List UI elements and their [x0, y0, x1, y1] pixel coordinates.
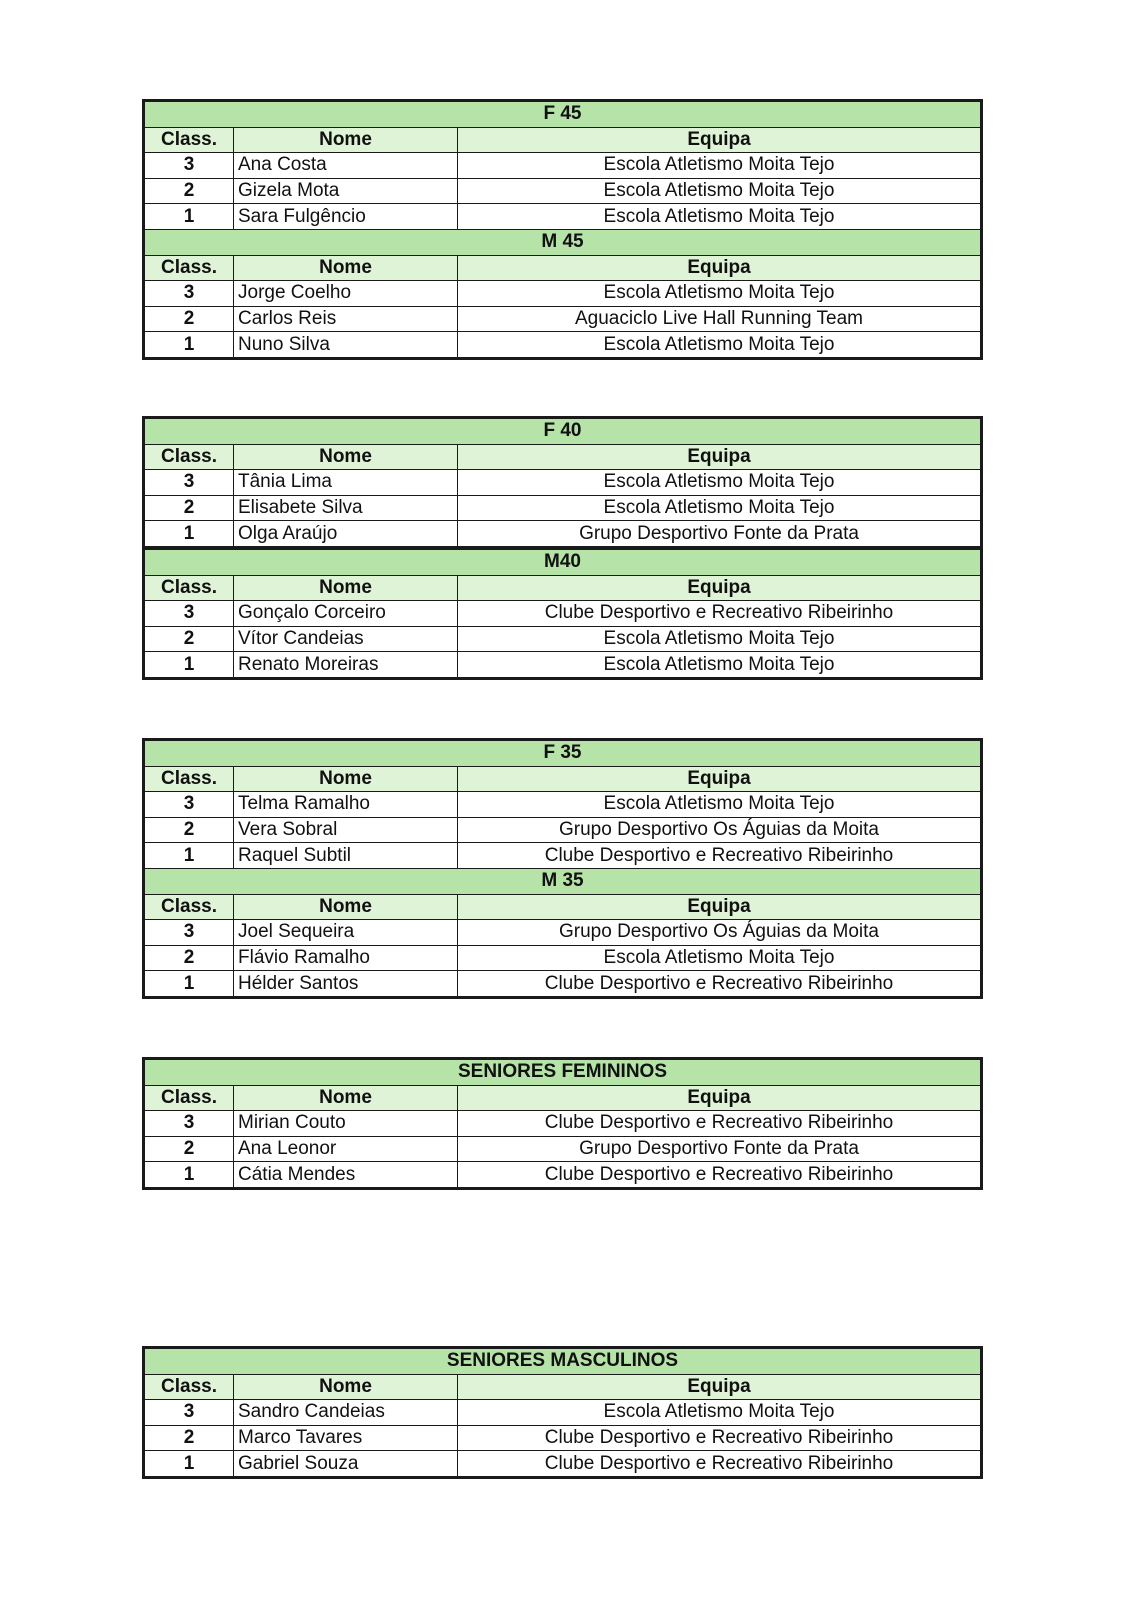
- header-equipa: Equipa: [458, 444, 982, 470]
- table-row: [144, 1162, 982, 1189]
- position: 1: [144, 332, 234, 359]
- table-row: [144, 626, 982, 652]
- athlete-name: Elisabete Silva: [234, 495, 458, 521]
- athlete-name: Telma Ramalho: [234, 792, 458, 818]
- athlete-name: Olga Araújo: [234, 521, 458, 548]
- team-name: Escola Atletismo Moita Tejo: [458, 652, 982, 679]
- team-name: Escola Atletismo Moita Tejo: [458, 178, 982, 204]
- header-equipa: Equipa: [458, 894, 982, 920]
- athlete-name: Renato Moreiras: [234, 652, 458, 679]
- team-name: Clube Desportivo e Recreativo Ribeirinho: [458, 843, 982, 869]
- team-name: Escola Atletismo Moita Tejo: [458, 495, 982, 521]
- athlete-name: Sandro Candeias: [234, 1400, 458, 1426]
- team-name: Escola Atletismo Moita Tejo: [458, 470, 982, 496]
- athlete-name: Nuno Silva: [234, 332, 458, 359]
- team-name: Clube Desportivo e Recreativo Ribeirinho: [458, 1111, 982, 1137]
- position: 3: [144, 792, 234, 818]
- table-row: [144, 495, 982, 521]
- position: 2: [144, 626, 234, 652]
- table-row: [144, 1400, 982, 1426]
- position: 1: [144, 521, 234, 548]
- team-name: Escola Atletismo Moita Tejo: [458, 332, 982, 359]
- position: 3: [144, 281, 234, 307]
- category-title: SENIORES FEMININOS: [144, 1059, 982, 1086]
- position: 3: [144, 920, 234, 946]
- results-table-40: [142, 416, 983, 680]
- athlete-name: Gizela Mota: [234, 178, 458, 204]
- header-class: Class.: [144, 127, 234, 153]
- position: 1: [144, 971, 234, 998]
- athlete-name: Gabriel Souza: [234, 1451, 458, 1478]
- category-title: SENIORES MASCULINOS: [144, 1348, 982, 1375]
- table-row: [144, 817, 982, 843]
- team-name: Grupo Desportivo Fonte da Prata: [458, 521, 982, 548]
- position: 2: [144, 1136, 234, 1162]
- team-name: Escola Atletismo Moita Tejo: [458, 204, 982, 230]
- position: 1: [144, 204, 234, 230]
- athlete-name: Ana Costa: [234, 153, 458, 179]
- position: 2: [144, 945, 234, 971]
- table-row: [144, 1136, 982, 1162]
- team-name: Escola Atletismo Moita Tejo: [458, 281, 982, 307]
- position: 1: [144, 652, 234, 679]
- athlete-name: Marco Tavares: [234, 1425, 458, 1451]
- category-title: F 40: [144, 418, 982, 445]
- header-equipa: Equipa: [458, 127, 982, 153]
- header-class: Class.: [144, 766, 234, 792]
- team-name: Clube Desportivo e Recreativo Ribeirinho: [458, 1425, 982, 1451]
- table-row: [144, 204, 982, 230]
- team-name: Clube Desportivo e Recreativo Ribeirinho: [458, 1162, 982, 1189]
- team-name: Grupo Desportivo Os Águias da Moita: [458, 817, 982, 843]
- table-row: [144, 843, 982, 869]
- header-class: Class.: [144, 894, 234, 920]
- athlete-name: Carlos Reis: [234, 306, 458, 332]
- table-row: [144, 945, 982, 971]
- header-equipa: Equipa: [458, 1374, 982, 1400]
- position: 1: [144, 843, 234, 869]
- header-class: Class.: [144, 1374, 234, 1400]
- results-table-seniores-femininos: [142, 1057, 983, 1190]
- header-nome: Nome: [234, 1374, 458, 1400]
- category-title: F 45: [144, 101, 982, 128]
- athlete-name: Hélder Santos: [234, 971, 458, 998]
- position: 3: [144, 153, 234, 179]
- table-row: [144, 1425, 982, 1451]
- team-name: Escola Atletismo Moita Tejo: [458, 1400, 982, 1426]
- athlete-name: Cátia Mendes: [234, 1162, 458, 1189]
- header-equipa: Equipa: [458, 575, 982, 601]
- position: 3: [144, 601, 234, 627]
- athlete-name: Jorge Coelho: [234, 281, 458, 307]
- athlete-name: Ana Leonor: [234, 1136, 458, 1162]
- header-equipa: Equipa: [458, 255, 982, 281]
- athlete-name: Flávio Ramalho: [234, 945, 458, 971]
- table-row: [144, 306, 982, 332]
- team-name: Escola Atletismo Moita Tejo: [458, 945, 982, 971]
- team-name: Escola Atletismo Moita Tejo: [458, 792, 982, 818]
- header-nome: Nome: [234, 766, 458, 792]
- table-row: [144, 153, 982, 179]
- position: 1: [144, 1451, 234, 1478]
- header-nome: Nome: [234, 127, 458, 153]
- header-nome: Nome: [234, 575, 458, 601]
- category-title: M40: [144, 548, 982, 575]
- header-class: Class.: [144, 575, 234, 601]
- header-class: Class.: [144, 444, 234, 470]
- table-row: [144, 178, 982, 204]
- header-nome: Nome: [234, 255, 458, 281]
- team-name: Escola Atletismo Moita Tejo: [458, 626, 982, 652]
- table-row: [144, 971, 982, 998]
- category-title: M 35: [144, 868, 982, 894]
- team-name: Clube Desportivo e Recreativo Ribeirinho: [458, 1451, 982, 1478]
- athlete-name: Sara Fulgêncio: [234, 204, 458, 230]
- athlete-name: Gonçalo Corceiro: [234, 601, 458, 627]
- table-row: [144, 1451, 982, 1478]
- table-row: [144, 470, 982, 496]
- position: 2: [144, 306, 234, 332]
- table-row: [144, 332, 982, 359]
- table-row: [144, 281, 982, 307]
- header-class: Class.: [144, 255, 234, 281]
- category-title: M 45: [144, 229, 982, 255]
- header-equipa: Equipa: [458, 1085, 982, 1111]
- athlete-name: Vera Sobral: [234, 817, 458, 843]
- team-name: Grupo Desportivo Os Águias da Moita: [458, 920, 982, 946]
- table-row: [144, 521, 982, 548]
- results-table-45: [142, 99, 983, 360]
- position: 2: [144, 495, 234, 521]
- athlete-name: Tânia Lima: [234, 470, 458, 496]
- header-nome: Nome: [234, 894, 458, 920]
- team-name: Aguaciclo Live Hall Running Team: [458, 306, 982, 332]
- table-row: [144, 601, 982, 627]
- header-class: Class.: [144, 1085, 234, 1111]
- position: 3: [144, 1400, 234, 1426]
- position: 2: [144, 178, 234, 204]
- table-row: [144, 652, 982, 679]
- position: 3: [144, 1111, 234, 1137]
- position: 2: [144, 1425, 234, 1451]
- position: 3: [144, 470, 234, 496]
- athlete-name: Joel Sequeira: [234, 920, 458, 946]
- position: 2: [144, 817, 234, 843]
- table-row: [144, 1111, 982, 1137]
- team-name: Clube Desportivo e Recreativo Ribeirinho: [458, 601, 982, 627]
- team-name: Grupo Desportivo Fonte da Prata: [458, 1136, 982, 1162]
- results-table-35: [142, 738, 983, 999]
- results-table-seniores-masculinos: [142, 1346, 983, 1479]
- header-nome: Nome: [234, 1085, 458, 1111]
- position: 1: [144, 1162, 234, 1189]
- header-equipa: Equipa: [458, 766, 982, 792]
- athlete-name: Raquel Subtil: [234, 843, 458, 869]
- table-row: [144, 792, 982, 818]
- team-name: Escola Atletismo Moita Tejo: [458, 153, 982, 179]
- table-row: [144, 920, 982, 946]
- category-title: F 35: [144, 740, 982, 767]
- athlete-name: Vítor Candeias: [234, 626, 458, 652]
- athlete-name: Mirian Couto: [234, 1111, 458, 1137]
- team-name: Clube Desportivo e Recreativo Ribeirinho: [458, 971, 982, 998]
- header-nome: Nome: [234, 444, 458, 470]
